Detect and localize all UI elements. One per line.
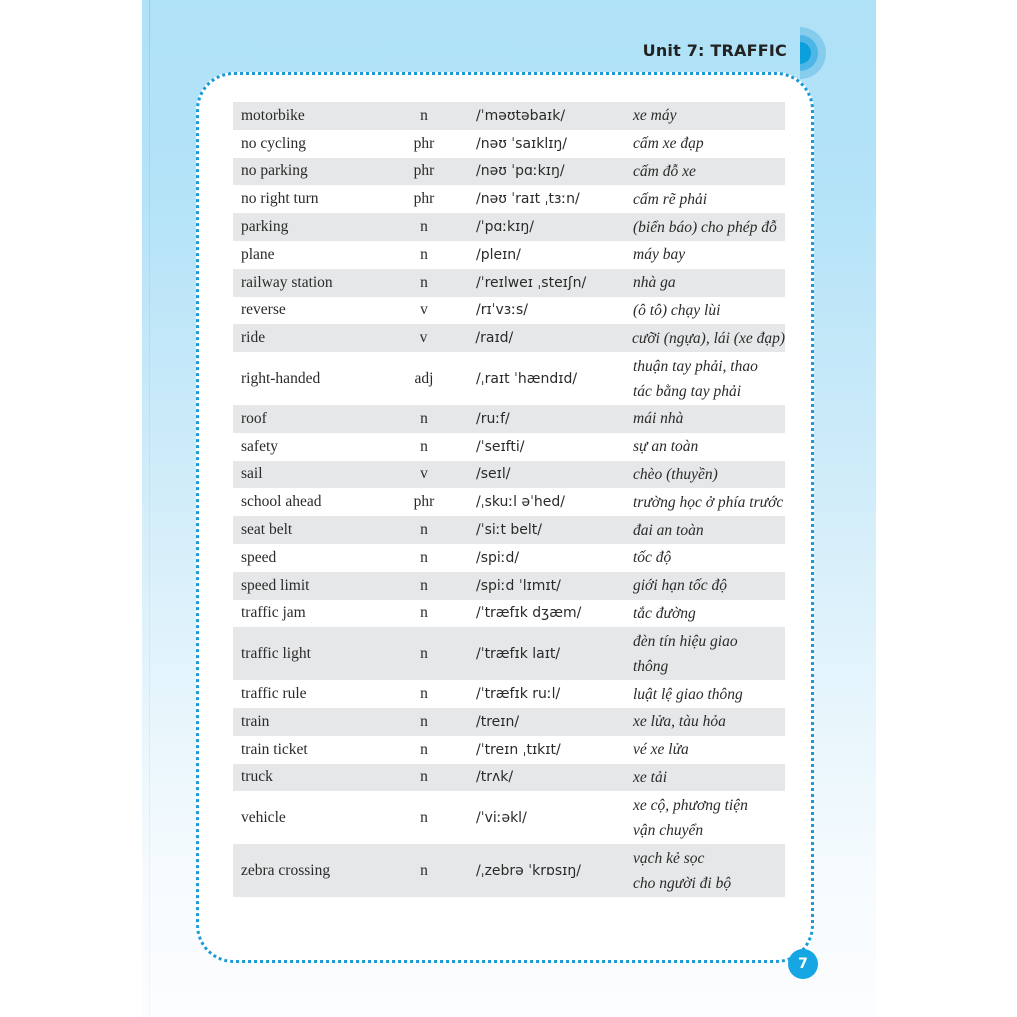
- vocab-word: motorbike: [241, 106, 305, 124]
- vocab-part-of-speech: n: [420, 768, 428, 786]
- vocab-row: [233, 130, 785, 158]
- vocab-meaning: [613, 846, 785, 896]
- vocab-meaning: [613, 215, 785, 240]
- vocab-meaning: [613, 131, 785, 156]
- vocab-meaning: [613, 159, 785, 184]
- vocab-word: train: [241, 712, 270, 730]
- vocab-pronunciation: /ˈtræfɪk dʒæm/: [476, 605, 582, 622]
- vocab-meaning: [613, 793, 785, 843]
- vocab-row: [233, 627, 785, 680]
- unit-title: Unit 7: TRAFFIC: [642, 41, 787, 60]
- vocab-pronunciation: /rɪˈvɜːs/: [476, 302, 528, 319]
- vocab-meaning-line: mái nhà: [633, 410, 684, 428]
- vocab-word: no parking: [241, 162, 308, 180]
- vocab-part-of-speech: n: [420, 576, 428, 594]
- vocab-word: zebra crossing: [241, 861, 331, 879]
- vocab-part-of-speech: phr: [413, 493, 435, 511]
- vocab-row: [233, 736, 785, 764]
- vocab-meaning-line: vé xe lửa: [633, 741, 689, 759]
- vocab-meaning-line: (ô tô) chạy lùi: [633, 301, 721, 319]
- vocab-part-of-speech: n: [420, 245, 428, 263]
- vocab-part-of-speech: n: [420, 437, 428, 455]
- vocab-meaning: [613, 406, 785, 431]
- vocab-word: school ahead: [241, 493, 322, 511]
- vocab-pronunciation: /ˌraɪt ˈhændɪd/: [476, 370, 578, 387]
- vocab-meaning: [613, 765, 785, 790]
- vocab-row: [233, 352, 785, 405]
- vocab-meaning-line: chèo (thuyền): [633, 465, 718, 483]
- vocab-meaning: [612, 326, 785, 351]
- vocab-pronunciation: /spiːd ˈlɪmɪt/: [476, 577, 561, 594]
- vocab-pronunciation: /ˌzebrə ˈkrɒsɪŋ/: [476, 862, 581, 879]
- vocab-word: traffic rule: [241, 685, 307, 703]
- vocab-pronunciation: /ˈreɪlweɪ ˌsteɪʃn/: [476, 274, 587, 291]
- vocab-meaning: [613, 518, 785, 543]
- vocab-word: sail: [241, 465, 263, 483]
- vocab-part-of-speech: n: [420, 604, 428, 622]
- vocab-pronunciation: /nəʊ ˈpɑːkɪŋ/: [476, 163, 565, 180]
- vocab-word: no right turn: [241, 190, 319, 208]
- vocab-word: traffic jam: [241, 604, 306, 622]
- vocab-word: roof: [241, 409, 267, 427]
- vocab-pronunciation: /ˈviːəkl/: [476, 809, 527, 826]
- vocab-meaning: [613, 545, 785, 570]
- vocab-part-of-speech: adj: [414, 369, 434, 387]
- vocab-row: [233, 324, 785, 352]
- vocab-meaning-line: tốc độ: [633, 549, 672, 567]
- vocab-meaning-line: cho người đi bộ: [633, 874, 732, 892]
- vocab-meaning-line: xe lửa, tàu hỏa: [633, 713, 726, 731]
- page-number-badge: 7: [788, 949, 818, 979]
- vocab-part-of-speech: phr: [413, 134, 435, 152]
- vocab-row: [233, 488, 785, 516]
- vocab-meaning-line: nhà ga: [633, 274, 676, 292]
- vocab-word: no cycling: [241, 134, 306, 152]
- vocab-meaning: [613, 354, 785, 404]
- vocab-meaning-line: vận chuyển: [633, 821, 704, 839]
- vocab-row: [233, 185, 785, 213]
- vocab-meaning: [613, 490, 785, 515]
- vocab-meaning: [613, 242, 785, 267]
- vocab-meaning-line: trường học ở phía trước: [633, 493, 784, 511]
- vocab-meaning-line: cấm đỗ xe: [633, 162, 696, 180]
- vocab-part-of-speech: n: [420, 712, 428, 730]
- vocab-row: [233, 241, 785, 269]
- vocab-row: [233, 680, 785, 708]
- vocab-pronunciation: /ˈpɑːkɪŋ/: [476, 219, 534, 236]
- vocab-pronunciation: /ˈtreɪn ˌtɪkɪt/: [476, 741, 561, 758]
- vocab-meaning-line: xe cộ, phương tiện: [633, 796, 748, 814]
- vocab-part-of-speech: v: [420, 465, 428, 483]
- vocab-part-of-speech: n: [420, 644, 428, 662]
- vocab-meaning-line: luật lệ giao thông: [633, 685, 743, 703]
- vocab-word: traffic light: [241, 644, 311, 662]
- vocab-part-of-speech: n: [420, 685, 428, 703]
- vocab-row: [233, 158, 785, 186]
- vocab-meaning: [613, 629, 785, 679]
- vocab-part-of-speech: n: [420, 409, 428, 427]
- vocab-meaning-line: sự an toàn: [633, 438, 699, 456]
- vocab-row: [233, 405, 785, 433]
- vocab-row: [233, 269, 785, 297]
- vocabulary-table: [233, 102, 785, 897]
- vocab-meaning: [613, 434, 785, 459]
- vocab-row: [233, 461, 785, 489]
- vocab-row: [233, 544, 785, 572]
- vocab-meaning-line: cấm xe đạp: [633, 135, 704, 153]
- vocab-meaning: [613, 187, 785, 212]
- vocab-meaning-line: thuận tay phải, thao: [633, 357, 758, 375]
- vocab-pronunciation: /ˈsiːt belt/: [476, 522, 543, 539]
- vocab-meaning-line: xe tải: [633, 768, 667, 786]
- vocab-part-of-speech: n: [420, 861, 428, 879]
- vocab-row: [233, 600, 785, 628]
- vocab-part-of-speech: n: [420, 106, 428, 124]
- vocab-word: speed: [241, 548, 277, 566]
- vocab-meaning-line: (biển báo) cho phép đỗ: [633, 218, 777, 236]
- page-edge-line: [149, 0, 150, 1017]
- vocab-pronunciation: /nəʊ ˈsaɪklɪŋ/: [476, 135, 568, 152]
- vocab-part-of-speech: n: [420, 808, 428, 826]
- vocab-row: [233, 516, 785, 544]
- vocab-part-of-speech: n: [420, 740, 428, 758]
- vocab-meaning: [613, 709, 785, 734]
- vocab-meaning: [613, 737, 785, 762]
- vocab-pronunciation: /ˌskuːl əˈhed/: [476, 494, 566, 511]
- vocab-meaning: [613, 270, 785, 295]
- vocab-meaning: [613, 601, 785, 626]
- vocab-part-of-speech: n: [420, 548, 428, 566]
- vocab-meaning-line: máy bay: [633, 246, 686, 264]
- vocab-part-of-speech: n: [420, 521, 428, 539]
- vocab-meaning-line: cấm rẽ phải: [633, 190, 708, 208]
- vocab-pronunciation: /ruːf/: [476, 410, 510, 427]
- vocab-pronunciation: /seɪl/: [476, 466, 511, 483]
- vocab-part-of-speech: v: [420, 301, 428, 319]
- concentric-circles-icon: [800, 27, 828, 79]
- vocab-word: right-handed: [241, 369, 321, 387]
- vocab-pronunciation: /trʌk/: [476, 769, 514, 786]
- vocab-pronunciation: /treɪn/: [476, 713, 520, 730]
- vocab-meaning: [613, 298, 785, 323]
- vocab-meaning: [613, 462, 785, 487]
- vocab-meaning-line: vạch kẻ sọc: [633, 849, 705, 867]
- vocab-word: ride: [241, 329, 266, 347]
- vocab-meaning-line: tắc đường: [633, 604, 696, 622]
- vocab-meaning-line: đèn tín hiệu giao: [633, 632, 738, 650]
- vocab-meaning-line: thông: [633, 657, 669, 675]
- vocab-pronunciation: /spiːd/: [476, 549, 520, 566]
- vocab-part-of-speech: phr: [413, 162, 435, 180]
- vocab-meaning-line: cưỡi (ngựa), lái (xe đạp): [632, 329, 786, 347]
- vocab-word: speed limit: [241, 576, 310, 594]
- vocab-row: [233, 791, 785, 844]
- vocab-row: [233, 102, 785, 130]
- vocab-row: [233, 297, 785, 325]
- vocab-pronunciation: /raɪd/: [475, 330, 514, 347]
- vocab-row: [233, 708, 785, 736]
- vocab-word: reverse: [241, 301, 286, 319]
- vocab-meaning: [613, 103, 785, 128]
- vocab-pronunciation: /ˈtræfɪk ruːl/: [476, 686, 561, 703]
- vocab-row: [233, 764, 785, 792]
- vocab-meaning-line: giới hạn tốc độ: [633, 577, 727, 595]
- vocab-word: safety: [241, 437, 279, 455]
- vocab-pronunciation: /nəʊ ˈraɪt ˌtɜːn/: [476, 191, 580, 208]
- vocab-row: [233, 433, 785, 461]
- vocab-part-of-speech: n: [420, 218, 428, 236]
- vocab-word: parking: [241, 218, 289, 236]
- vocab-row: [233, 844, 785, 897]
- vocab-word: train ticket: [241, 740, 308, 758]
- vocab-pronunciation: /ˈseɪfti/: [476, 438, 525, 455]
- vocab-word: railway station: [241, 273, 333, 291]
- vocab-meaning-line: đai an toàn: [633, 521, 704, 539]
- vocab-part-of-speech: n: [420, 273, 428, 291]
- vocab-part-of-speech: phr: [413, 190, 435, 208]
- vocab-part-of-speech: v: [419, 329, 428, 347]
- vocab-row: [233, 572, 785, 600]
- vocab-word: truck: [241, 768, 273, 786]
- vocab-meaning-line: xe máy: [633, 107, 677, 125]
- vocab-meaning: [613, 682, 785, 707]
- vocab-meaning: [613, 573, 785, 598]
- vocab-pronunciation: /ˈməʊtəbaɪk/: [476, 107, 566, 124]
- vocab-pronunciation: /pleɪn/: [476, 246, 521, 263]
- vocab-row: [233, 213, 785, 241]
- vocab-meaning-line: tác bằng tay phải: [633, 382, 742, 400]
- vocab-pronunciation: /ˈtræfɪk laɪt/: [476, 645, 561, 662]
- vocab-word: seat belt: [241, 521, 293, 539]
- vocab-word: vehicle: [241, 808, 286, 826]
- vocab-word: plane: [241, 245, 275, 263]
